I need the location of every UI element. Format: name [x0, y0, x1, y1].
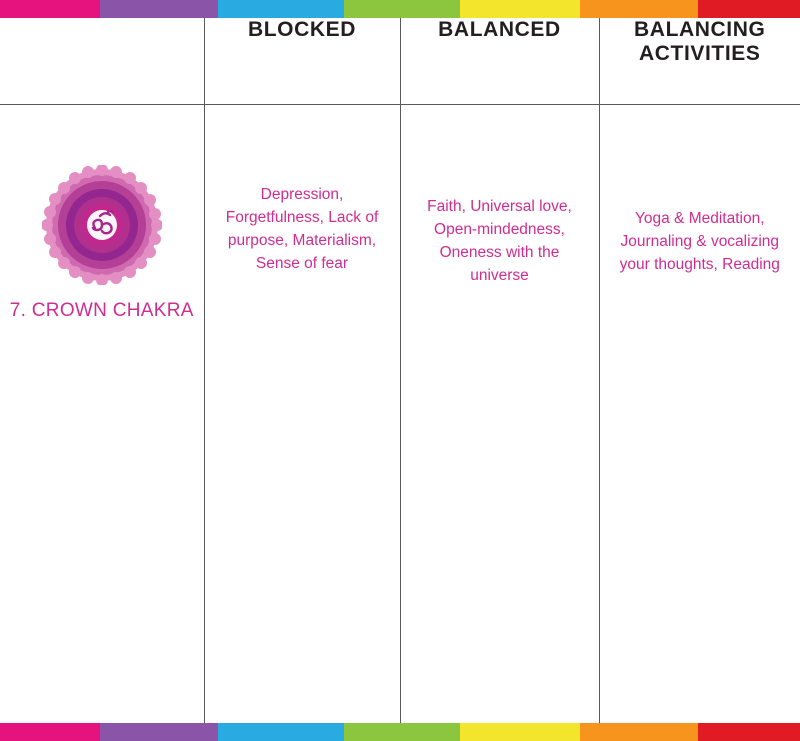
chakra-table — [0, 18, 800, 723]
color-segment — [218, 723, 344, 741]
balanced-cell — [400, 104, 599, 723]
table-header-chakra — [0, 18, 204, 104]
color-segment — [580, 0, 698, 18]
color-segment — [344, 0, 460, 18]
color-segment — [0, 723, 100, 741]
balanced-text: Faith, Universal love, Open-mindedness, Oneness with the universe — [427, 197, 572, 285]
bottom-color-bar — [0, 723, 800, 741]
chakra-table-wrapper — [0, 18, 800, 723]
blocked-text: Depression, Forgetfulness, Lack of purpose, Materialism, Sense of fear — [225, 185, 379, 273]
color-segment — [698, 0, 800, 18]
color-segment — [100, 0, 218, 18]
balancing-activities-text: Yoga & Meditation, Journaling & vocalizing your thoughts, Reading — [619, 209, 780, 273]
table-row — [0, 104, 800, 723]
table-header-blocked: BLOCKED — [204, 18, 400, 104]
chakra-cell — [0, 104, 204, 723]
color-segment — [460, 0, 580, 18]
color-segment — [218, 0, 344, 18]
color-segment — [580, 723, 698, 741]
color-segment — [100, 723, 218, 741]
crown-chakra-mandala-icon — [42, 165, 162, 285]
table-header-row — [0, 18, 800, 104]
table-header-balanced: BALANCED — [400, 18, 599, 104]
color-segment — [460, 723, 580, 741]
balancing-activities-cell — [599, 104, 800, 723]
color-segment — [698, 723, 800, 741]
chakra-name-label: 7. CROWN CHAKRA — [9, 299, 194, 321]
blocked-cell — [204, 104, 400, 723]
table-header-balancing-activities: BALANCING ACTIVITIES — [599, 18, 800, 104]
color-segment — [344, 723, 460, 741]
color-segment — [0, 0, 100, 18]
top-color-bar — [0, 0, 800, 18]
